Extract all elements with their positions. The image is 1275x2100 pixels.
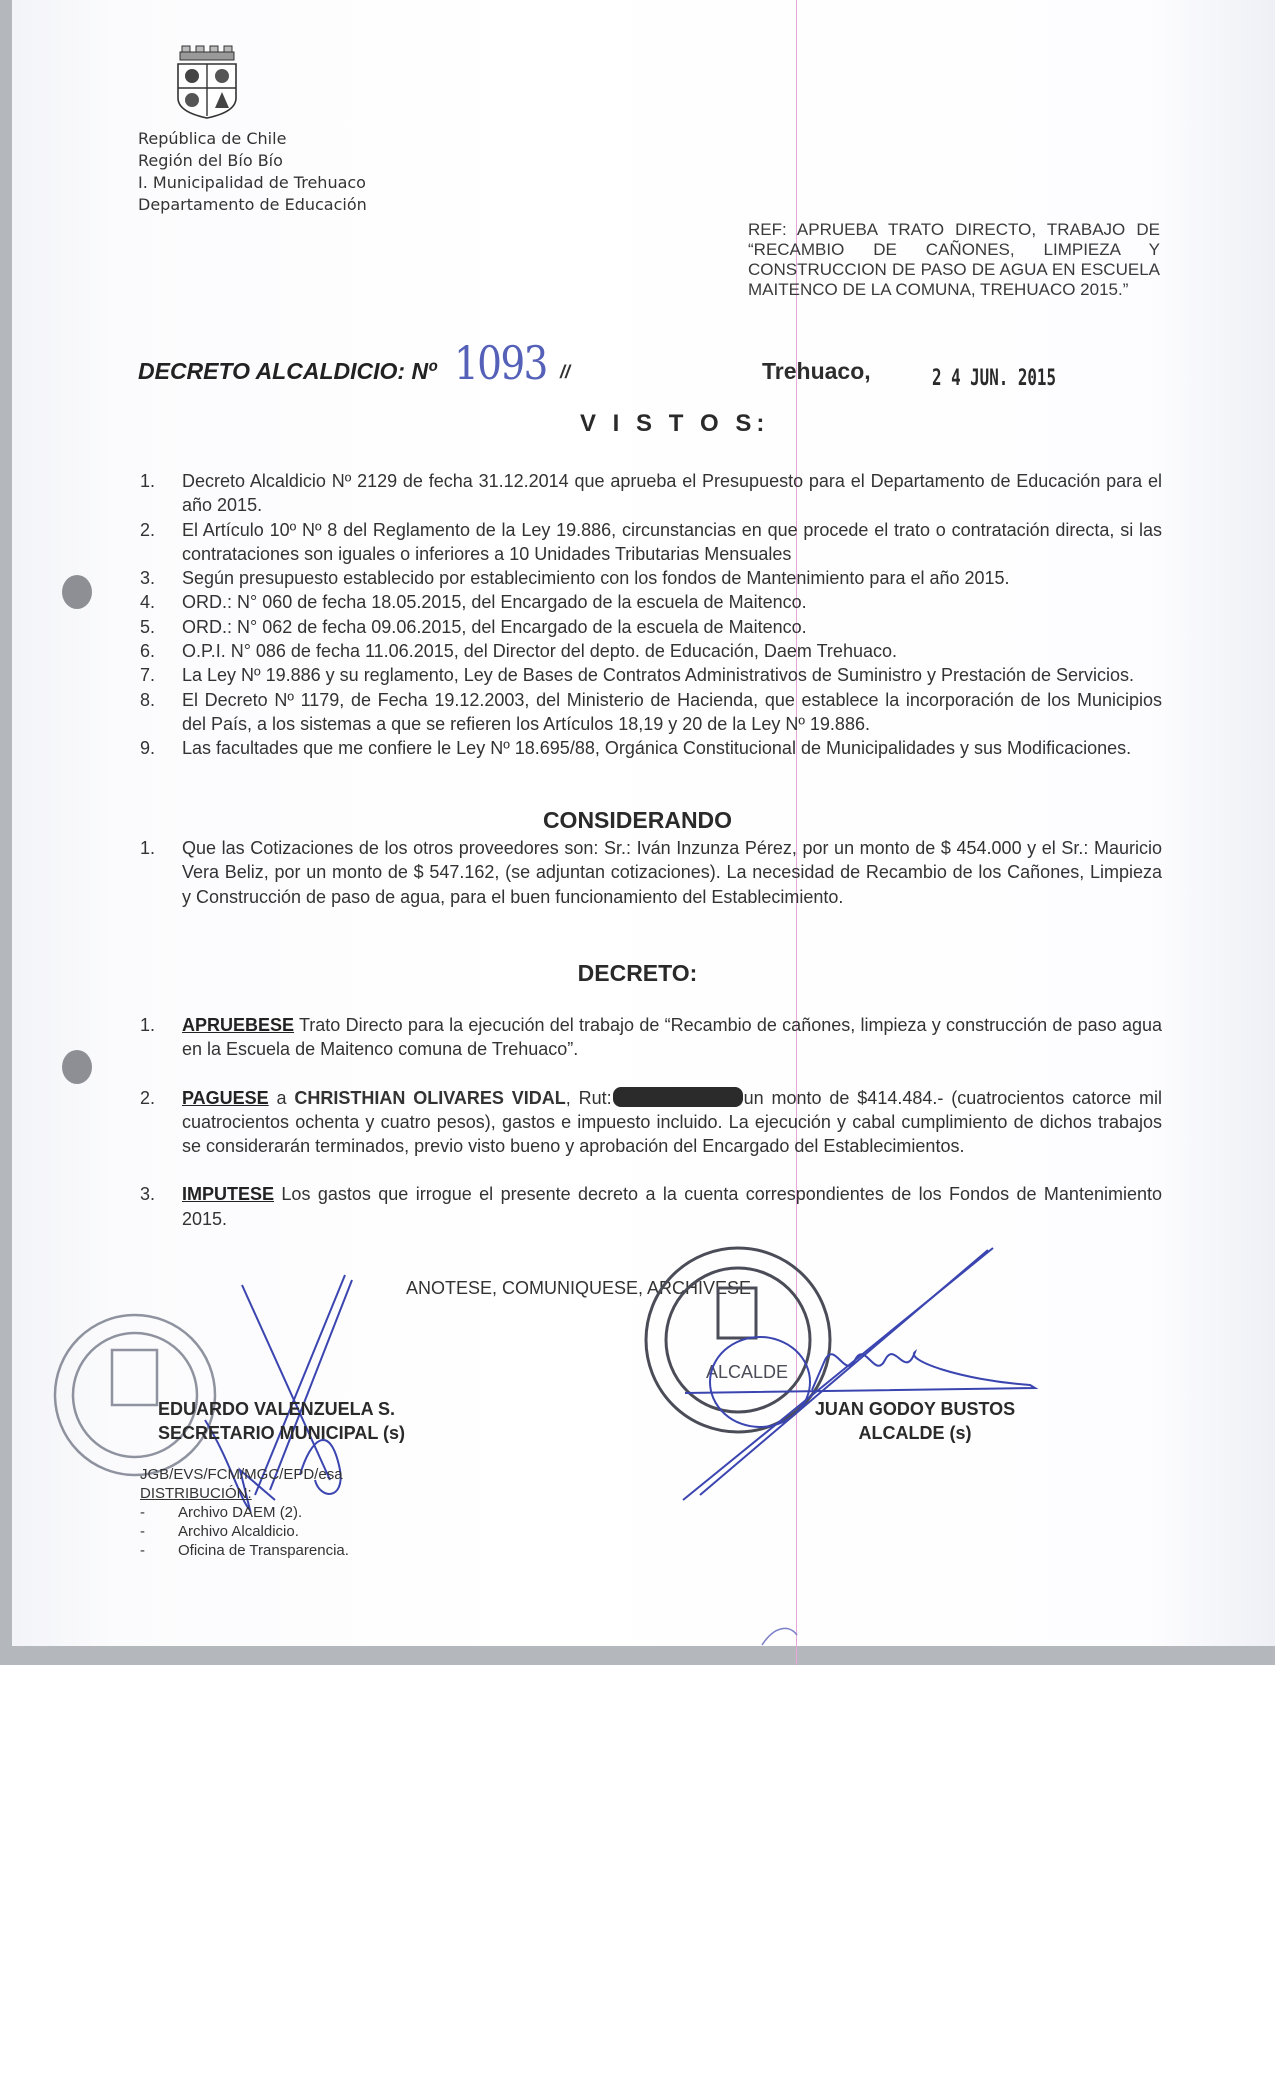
item-number: 5. (140, 616, 156, 637)
vistos-heading: V I S T O S: (580, 410, 770, 437)
considerando-heading: CONSIDERANDO (542, 807, 733, 833)
item-keyword: IMPUTESE (182, 1184, 275, 1205)
item-number: 1. (140, 838, 156, 858)
considerando-list (140, 836, 1162, 909)
reference-text: REF: APRUEBA TRATO DIRECTO, TRABAJO DE “RECAMBIO DE CAÑONES, LIMPIEZA Y CONSTRUCCION DE PASO DE AGUA EN ESCUELA MAITENCO DE LA COMUNA, TREHUACO 2015.” (748, 220, 1160, 299)
payee-name: CHRISTHIAN OLIVARES VIDAL (294, 1087, 566, 1108)
vistos-item (140, 469, 1162, 518)
date-stamp: 2 4 JUN. 2015 (932, 366, 1056, 391)
punch-hole-bottom (62, 1050, 92, 1084)
vistos-item (140, 615, 1162, 639)
distribution-item: - Oficina de Transparencia. (140, 1541, 349, 1560)
item-text: Según presupuesto establecido por establecimiento con los fondos de Mantenimiento para el año 2015. (182, 568, 1010, 589)
distribution-item: - Archivo Alcaldicio. (140, 1522, 349, 1541)
item-text: Que las Cotizaciones de los otros proveedores son: Sr.: Iván Inzunza Pérez, por un monto de $ 454.000 y el Sr.: Mauricio Vera Beliz, por un monto de $ 547.162, (se adjuntan cotizaciones). La necesidad de Recambio de los Cañones, Limpieza y Construcción de paso de agua, para el buen funcionamiento del Establecimiento. (182, 838, 1162, 907)
item-text (182, 1182, 1162, 1231)
signer-name: JUAN GODOY BUSTOS (814, 1399, 1016, 1419)
closing-formula: ANOTESE, COMUNIQUESE, ARCHIVESE (406, 1278, 752, 1298)
signature-block-mayor (810, 1397, 1020, 1445)
item-text: El Artículo 10º Nº 8 del Reglamento de la Ley 19.886, circunstancias en que procede el trato o contratación directa, si las contrataciones son iguales o inferiores a 10 Unidades Tributarias Mensuales (182, 519, 1162, 564)
place-label: Trehuaco, (762, 358, 871, 384)
rut-label: , Rut: (565, 1087, 612, 1108)
redacted-rut (613, 1087, 743, 1107)
punch-hole-top (62, 575, 92, 609)
institution-line: Región del Bío Bío (138, 151, 283, 170)
vistos-item (140, 663, 1162, 687)
item-body: Los gastos que irrogue el presente decreto a la cuenta correspondientes de los Fondos de Mantenimiento 2015. (182, 1184, 1162, 1229)
institution-line: Departamento de Educación (138, 195, 367, 214)
item-number: 2. (140, 519, 156, 540)
decreto-item-pay (140, 1086, 1162, 1159)
item-body: Trato Directo para la ejecución del trabajo de “Recambio de cañones, limpieza y construcción de paso agua en la Escuela de Maitenco comuna de Trehuaco”. (182, 1015, 1162, 1060)
stamp-right-inner-text: ALCALDE (706, 1362, 789, 1382)
item-number: 3. (140, 568, 156, 589)
item-text: El Decreto Nº 1179, de Fecha 19.12.2003, del Ministerio de Hacienda, que establece la incorporación de los Municipios del País, a los sistemas a que se refieren los Artículos 18,19 y 20 de la Ley Nº 19.886. (182, 689, 1162, 734)
institution-line: I. Municipalidad de Trehuaco (138, 173, 366, 192)
signer-role: SECRETARIO MUNICIPAL (s) (158, 1423, 406, 1443)
item-keyword: APRUEBESE (182, 1015, 295, 1035)
signature-block-secretary (158, 1397, 405, 1445)
considerando-item (140, 836, 1162, 909)
item-number: 6. (140, 641, 156, 662)
signer-role: ALCALDE (s) (858, 1423, 972, 1443)
decreto-item-approve (140, 1013, 1162, 1062)
item-number: 3. (140, 1184, 156, 1205)
signer-name: EDUARDO VALENZUELA S. (158, 1399, 396, 1419)
municipal-crest-icon (172, 44, 242, 120)
item-text (182, 1013, 1162, 1062)
item-number: 7. (140, 665, 156, 686)
item-text: La Ley Nº 19.886 y su reglamento, Ley de Bases de Contratos Administrativos de Suministro y Prestación de Servicios. (182, 665, 1135, 686)
initials: JGB/EVS/FCM/MGC/EPD/esa (140, 1466, 343, 1483)
item-number: 2. (140, 1087, 156, 1108)
item-text (182, 1086, 1162, 1159)
vistos-item (140, 639, 1162, 663)
item-number: 9. (140, 738, 156, 759)
distribution-list (140, 1503, 349, 1560)
vistos-item (140, 566, 1162, 590)
item-text: Decreto Alcaldicio Nº 2129 de fecha 31.12.2014 que aprueba el Presupuesto para el Departamento de Educación para el año 2015. (182, 471, 1162, 516)
item-body: un monto de $414.484.- (cuatrocientos catorce mil cuatrocientos ochenta y cuatro pesos), gastos e impuesto incluido. La ejecución y cabal cumplimiento de dichos trabajos se considerarán terminados, previo visto bueno y aprobación del Encargado del Establecimientos. (182, 1087, 1162, 1157)
vistos-item (140, 518, 1162, 567)
item-text: ORD.: N° 062 de fecha 09.06.2015, del Encargado de la escuela de Maitenco. (182, 616, 807, 637)
decree-suffix: // (560, 362, 571, 382)
footer-block (140, 1465, 349, 1560)
institution-line: República de Chile (138, 129, 287, 148)
decree-label: DECRETO ALCALDICIO: Nº (138, 358, 437, 384)
vistos-item (140, 736, 1162, 760)
item-text: O.P.I. N° 086 de fecha 11.06.2015, del Director del depto. de Educación, Daem Trehuaco. (182, 641, 897, 662)
decreto-list (140, 1013, 1162, 1231)
decree-number-handwritten: 1093 (454, 336, 547, 390)
item-number: 1. (140, 1015, 156, 1035)
decreto-item-impute (140, 1182, 1162, 1231)
vistos-item (140, 590, 1162, 614)
vistos-list (140, 469, 1162, 761)
item-text: ORD.: N° 060 de fecha 18.05.2015, del Encargado de la escuela de Maitenco. (182, 592, 807, 613)
item-number: 4. (140, 592, 156, 613)
item-text: Las facultades que me confiere le Ley Nº 18.695/88, Orgánica Constitucional de Municipalidades y sus Modificaciones. (182, 738, 1132, 759)
vistos-item (140, 688, 1162, 737)
distribution-item: - Archivo DAEM (2). (140, 1503, 349, 1522)
decreto-heading: DECRETO: (577, 960, 698, 986)
item-keyword: PAGUESE (182, 1087, 269, 1108)
item-number: 1. (140, 471, 156, 491)
item-pre: a (268, 1087, 295, 1108)
institution-block (138, 128, 367, 216)
distribution-title: DISTRIBUCIÓN: (140, 1485, 252, 1502)
item-number: 8. (140, 689, 156, 710)
